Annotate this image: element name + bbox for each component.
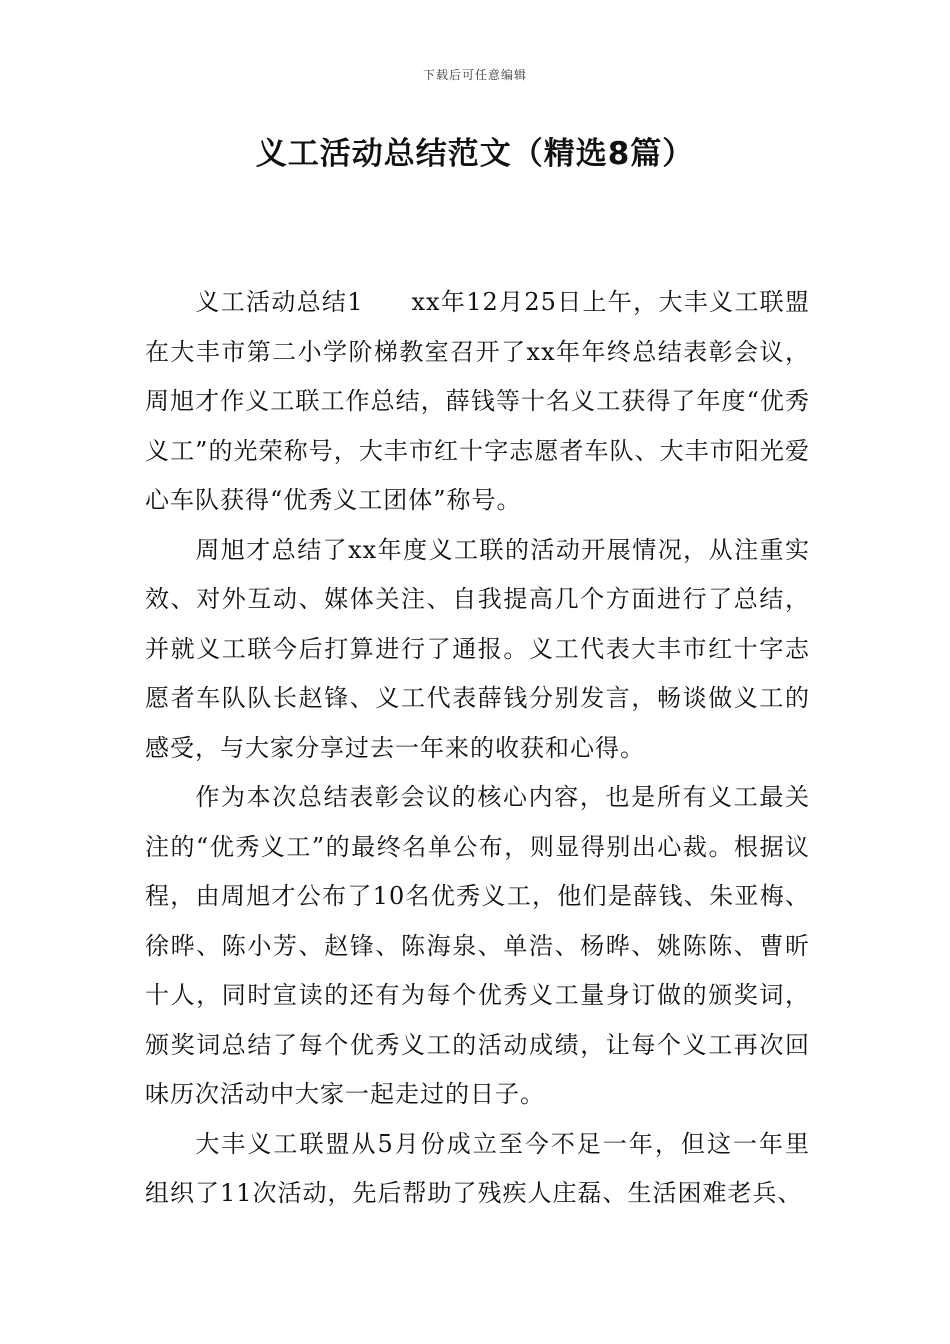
paragraph: 作为本次总结表彰会议的核心内容，也是所有义工最关注的“优秀义工”的最终名单公布，则显得别出心裁。根据议程，由周旭才公布了10名优秀义工，他们是薛钱、朱亚梅、徐晔、陈小芳、赵锋、陈海泉、单浩、杨晔、姚陈陈、曹昕十人，同时宣读的还有为每个优秀义工量身订做的颁奖词，颁奖词总结了每个优秀义工的活动成绩，让每个义工再次回味历次活动中大家一起走过的日子。 bbox=[145, 783, 810, 1108]
document-title: 义工活动总结范文（精选8篇） bbox=[255, 136, 695, 172]
document-body bbox=[145, 278, 810, 1219]
paragraph: 周旭才总结了xx年度义工联的活动开展情况，从注重实效、对外互动、媒体关注、自我提高几个方面进行了总结，并就义工联今后打算进行了通报。义工代表大丰市红十字志愿者车队队长赵锋、义工代表薛钱分别发言，畅谈做义工的感受，与大家分享过去一年来的收获和心得。 bbox=[145, 535, 810, 762]
section-heading: 义工活动总结1 bbox=[195, 288, 364, 316]
paragraph-text: xx年12月25日上午，大丰义工联盟在大丰市第二小学阶梯教室召开了xx年年终总结表彰会议，周旭才作义工联工作总结，薛钱等十名义工获得了年度“优秀义工”的光荣称号，大丰市红十字志愿者车队、大丰市阳光爱心车队获得“优秀义工团体”称号。 bbox=[145, 288, 810, 514]
header-note: 下载后可任意编辑 bbox=[422, 68, 527, 82]
paragraph bbox=[145, 278, 810, 526]
paragraph: 大丰义工联盟从5月份成立至今不足一年，但这一年里组织了11次活动，先后帮助了残疾人庄磊、生活困难老兵、 bbox=[145, 1129, 810, 1207]
